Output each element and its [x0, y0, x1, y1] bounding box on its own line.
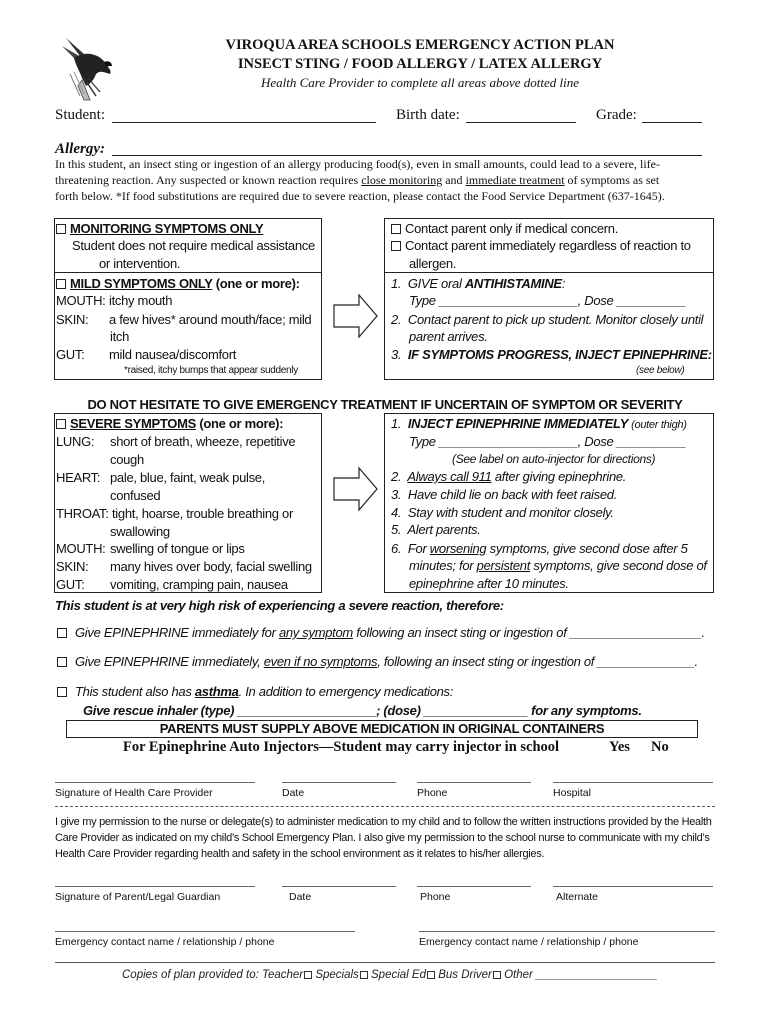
- step-num: 6.: [391, 541, 402, 556]
- provider-phone-field[interactable]: [417, 782, 531, 783]
- provider-date-field[interactable]: [282, 782, 396, 783]
- allergy-label: Allergy:: [55, 141, 105, 157]
- contact-immediately-text: Contact parent immediately regardless of reaction to: [405, 238, 691, 253]
- parent-phone-caption: Phone: [420, 891, 451, 903]
- provider-signature-caption: Signature of Health Care Provider: [55, 787, 213, 799]
- form-subtitle: INSECT STING / FOOD ALLERGY / LATEX ALLERGY: [237, 56, 603, 72]
- step-num: 3.: [391, 487, 402, 502]
- severe-mouth-label: MOUTH:: [56, 541, 106, 556]
- severe-step-5: [391, 522, 481, 537]
- step-text: For: [407, 541, 430, 556]
- severe-lung-1: short of breath, wheeze, repetitive: [110, 434, 296, 449]
- severe-title-rest: (one or more):: [196, 416, 284, 431]
- severe-skin-label: SKIN:: [56, 559, 89, 574]
- step-text-2: symptoms, give second dose after 5: [486, 541, 688, 556]
- step-text: Have child lie on back with feet raised.: [407, 487, 617, 502]
- inject-epinephrine-text: INJECT EPINEPHRINE IMMEDIATELY: [407, 416, 628, 431]
- severe-step-6c: epinephrine after 10 minutes.: [409, 576, 569, 591]
- parents-supply-text: PARENTS MUST SUPPLY ABOVE MEDICATION IN ORIGINAL CONTAINERS: [159, 721, 605, 736]
- severe-step-3: [391, 487, 617, 502]
- severe-step-1: [391, 416, 687, 431]
- emergency-contact-1-field[interactable]: [55, 931, 355, 932]
- bottom-rule: [55, 962, 715, 963]
- step-num: 2.: [391, 312, 402, 327]
- antihistamine-type-dose[interactable]: Type ____________________, Dose __________: [409, 293, 687, 308]
- step-text: IF SYMPTOMS PROGRESS, INJECT EPINEPHRINE:: [407, 347, 712, 362]
- birth-date-label: Birth date:: [396, 107, 460, 123]
- severe-gut-label: GUT:: [56, 577, 85, 592]
- intro-immediate-treatment: immediate treatment: [465, 173, 565, 187]
- risk-text-2: , following an insect sting or ingestion of ______________.: [377, 654, 698, 669]
- mild-title-rest: (one or more):: [212, 276, 300, 291]
- epinephrine-type-dose[interactable]: Type ____________________, Dose __________: [409, 434, 687, 449]
- risk-text: This student also has: [75, 684, 195, 699]
- mild-step-2: [391, 312, 703, 327]
- teacher-checkbox[interactable]: [304, 971, 312, 979]
- risk-option-3[interactable]: [57, 684, 453, 699]
- severe-lung-2: cough: [110, 452, 144, 467]
- actions-divider: [384, 272, 714, 273]
- mild-skin-text-2: itch: [110, 329, 130, 344]
- intro-line-1: In this student, an insect sting or ingestion of an allergy producing food(s), even in small amounts, could lead to a severe, life-: [55, 157, 660, 171]
- emergency-contact-2-field[interactable]: [419, 931, 715, 932]
- mild-skin-text-1: a few hives* around mouth/face; mild: [109, 312, 312, 327]
- monitoring-title[interactable]: [56, 221, 263, 236]
- severe-mouth: swelling of tongue or lips: [110, 541, 245, 556]
- form-title: VIROQUA AREA SCHOOLS EMERGENCY ACTION PLAN: [225, 37, 615, 53]
- severe-step-6: [391, 541, 688, 556]
- dotted-separator: [55, 806, 715, 807]
- student-name-field[interactable]: [112, 122, 376, 123]
- step-text: Stay with student and monitor closely.: [407, 505, 614, 520]
- contact-immediately-checkbox[interactable]: [391, 241, 401, 251]
- copies-bus-driver: Bus Driver: [438, 969, 492, 981]
- provider-phone-caption: Phone: [417, 787, 448, 799]
- contact-immediately-option[interactable]: [391, 238, 691, 253]
- severe-checkbox[interactable]: [56, 419, 66, 429]
- birth-date-field[interactable]: [466, 122, 576, 123]
- carry-no-option[interactable]: No: [651, 739, 669, 755]
- emergency-contact-2-caption: Emergency contact name / relationship / phone: [419, 936, 639, 948]
- monitoring-title-text: MONITORING SYMPTOMS ONLY: [70, 221, 264, 236]
- contact-parent-text: Contact parent only if medical concern.: [405, 221, 619, 236]
- hospital-caption: Hospital: [553, 787, 591, 799]
- mild-title-text: MILD SYMPTOMS ONLY: [70, 276, 213, 291]
- step-text-2: symptoms, give second dose of: [530, 558, 707, 573]
- provider-signature-field[interactable]: [55, 782, 255, 783]
- mild-mouth-label: MOUTH:: [56, 293, 106, 308]
- mild-checkbox[interactable]: [56, 279, 66, 289]
- severe-heart-2: confused: [110, 488, 161, 503]
- step-num: 1.: [391, 276, 402, 291]
- warning-banner: DO NOT HESITATE TO GIVE EMERGENCY TREATMENT IF UNCERTAIN OF SYMPTOM OR SEVERITY: [87, 397, 683, 412]
- severe-throat-2: swallowing: [110, 524, 170, 539]
- mild-title[interactable]: [56, 276, 300, 291]
- risk-text-2: . In addition to emergency medications:: [238, 684, 454, 699]
- parent-phone-field[interactable]: [417, 886, 531, 887]
- severe-step-4: [391, 505, 614, 520]
- antihistamine-text: ANTIHISTAMINE: [464, 276, 562, 291]
- risk-option-1[interactable]: [57, 625, 705, 640]
- carry-yes-option[interactable]: Yes: [609, 739, 630, 755]
- intro-line-3: forth below. *If food substitutions are required due to severe reaction, please contact the Food Service Department (637-1645).: [55, 189, 665, 203]
- special-ed-checkbox[interactable]: [427, 971, 435, 979]
- parent-signature-caption: Signature of Parent/Legal Guardian: [55, 891, 221, 903]
- call-911-text: Always call 911: [407, 469, 492, 484]
- intro-close-monitoring: close monitoring: [361, 173, 443, 187]
- permission-line-1: I give my permission to the nurse or delegate(s) to administer medication to my child and to follow the written instructions provided by the Health: [55, 816, 712, 828]
- mild-gut-text: mild nausea/discomfort: [109, 347, 237, 362]
- severe-lung-label: LUNG:: [56, 434, 95, 449]
- step-num: 2.: [391, 469, 402, 484]
- copies-lead: Copies of plan provided to: Teacher: [122, 969, 304, 981]
- mild-skin-label: SKIN:: [56, 312, 89, 327]
- severe-step-6b: [409, 558, 707, 573]
- monitoring-divider: [54, 272, 322, 273]
- specials-checkbox[interactable]: [360, 971, 368, 979]
- copies-provided-line: [122, 969, 658, 981]
- step-colon: :: [561, 276, 566, 291]
- copies-special-ed: Special Ed: [371, 969, 426, 981]
- risk-text: Give EPINEPHRINE immediately,: [75, 654, 264, 669]
- contact-immediately-text-2: allergen.: [409, 256, 457, 271]
- provider-instruction: Health Care Provider to complete all areas above dotted line: [260, 75, 580, 90]
- monitoring-line-2: or intervention.: [99, 256, 181, 271]
- carry-injector-text: For Epinephrine Auto Injectors—Student may carry injector in school: [123, 739, 560, 755]
- step-text: GIVE oral: [407, 276, 465, 291]
- step-text: Contact parent to pick up student. Monitor closely until: [407, 312, 704, 327]
- severe-title-text: SEVERE SYMPTOMS: [70, 416, 197, 431]
- severe-step-2: [391, 469, 626, 484]
- copies-other: Other ___________________: [504, 969, 658, 981]
- severe-heart-1: pale, blue, faint, weak pulse,: [110, 470, 266, 485]
- step-num: 3.: [391, 347, 402, 362]
- step-text: minutes; for: [409, 558, 477, 573]
- asthma-checkbox[interactable]: [57, 687, 67, 697]
- permission-line-3: Health Care Provider regarding health and safety in the school environment as it relates to his/her allergies.: [55, 848, 545, 860]
- provider-date-caption: Date: [282, 787, 305, 799]
- monitoring-checkbox[interactable]: [56, 224, 66, 234]
- mild-gut-label: GUT:: [56, 347, 85, 362]
- intro-line-2: [55, 173, 659, 188]
- persistent-text: persistent: [476, 558, 531, 573]
- copies-specials: Specials: [315, 969, 359, 981]
- see-below-note: (see below): [636, 365, 685, 376]
- auto-injector-note: (See label on auto-injector for directions): [452, 452, 656, 466]
- risk-option-1-checkbox[interactable]: [57, 628, 67, 638]
- bus-driver-checkbox[interactable]: [493, 971, 501, 979]
- mild-step-3: [391, 347, 712, 362]
- rescue-inhaler-line[interactable]: Give rescue inhaler (type) ____________________; (dose) _______________ for any symptoms.: [83, 703, 642, 718]
- parent-date-field[interactable]: [282, 886, 396, 887]
- worsening-text: worsening: [429, 541, 487, 556]
- arrow-right-icon-2: [333, 466, 379, 512]
- outer-thigh-note: (outer thigh): [631, 419, 687, 431]
- monitoring-line-1: Student does not require medical assistance: [72, 238, 315, 253]
- risk-text-2: following an insect sting or ingestion of ___________________.: [352, 625, 705, 640]
- grade-label: Grade:: [596, 107, 637, 123]
- asthma-text: asthma: [194, 684, 239, 699]
- intro-text: threatening reaction. Any suspected or known reaction requires: [55, 173, 362, 187]
- emergency-contact-1-caption: Emergency contact name / relationship / phone: [55, 936, 275, 948]
- contact-parent-option[interactable]: [391, 221, 618, 236]
- even-if-no-symptoms-text: even if no symptoms: [263, 654, 378, 669]
- severe-title[interactable]: [56, 416, 283, 431]
- risk-option-2[interactable]: [57, 654, 698, 669]
- alternate-field[interactable]: [553, 886, 713, 887]
- step-num: 5.: [391, 522, 402, 537]
- intro-tail: of symptoms as set: [564, 173, 660, 187]
- allergy-field[interactable]: [112, 155, 702, 156]
- student-label: Student:: [55, 107, 106, 123]
- contact-parent-checkbox[interactable]: [391, 224, 401, 234]
- parent-date-caption: Date: [289, 891, 312, 903]
- arrow-right-icon: [333, 293, 379, 339]
- risk-option-2-checkbox[interactable]: [57, 657, 67, 667]
- severe-skin: many hives over body, facial swelling: [110, 559, 312, 574]
- hospital-field[interactable]: [553, 782, 713, 783]
- step-text: Alert parents.: [407, 522, 481, 537]
- permission-line-2: Care Provider as indicated on my child’s School Emergency Plan. I also give my permission to the school nurse to communicate with my child’s: [55, 832, 710, 844]
- any-symptom-text: any symptom: [278, 625, 353, 640]
- parent-signature-field[interactable]: [55, 886, 255, 887]
- mild-footnote: *raised, itchy bumps that appear suddenly: [124, 365, 298, 376]
- mild-step-2b: parent arrives.: [409, 329, 488, 344]
- severe-throat-1: tight, hoarse, trouble breathing or: [112, 506, 294, 521]
- severe-throat-label: THROAT:: [56, 506, 109, 521]
- mild-mouth-text: itchy mouth: [109, 293, 173, 308]
- step-num: 1.: [391, 416, 402, 431]
- alternate-caption: Alternate: [556, 891, 599, 903]
- severe-gut: vomiting, cramping pain, nausea: [110, 577, 288, 592]
- grade-field[interactable]: [642, 122, 702, 123]
- step-num: 4.: [391, 505, 402, 520]
- risk-heading: This student is at very high risk of experiencing a severe reaction, therefore:: [55, 598, 504, 613]
- intro-and: and: [442, 173, 466, 187]
- mild-step-1: [391, 276, 565, 291]
- severe-heart-label: HEART:: [56, 470, 101, 485]
- step-text: after giving epinephrine.: [491, 469, 627, 484]
- risk-text: Give EPINEPHRINE immediately for: [75, 625, 279, 640]
